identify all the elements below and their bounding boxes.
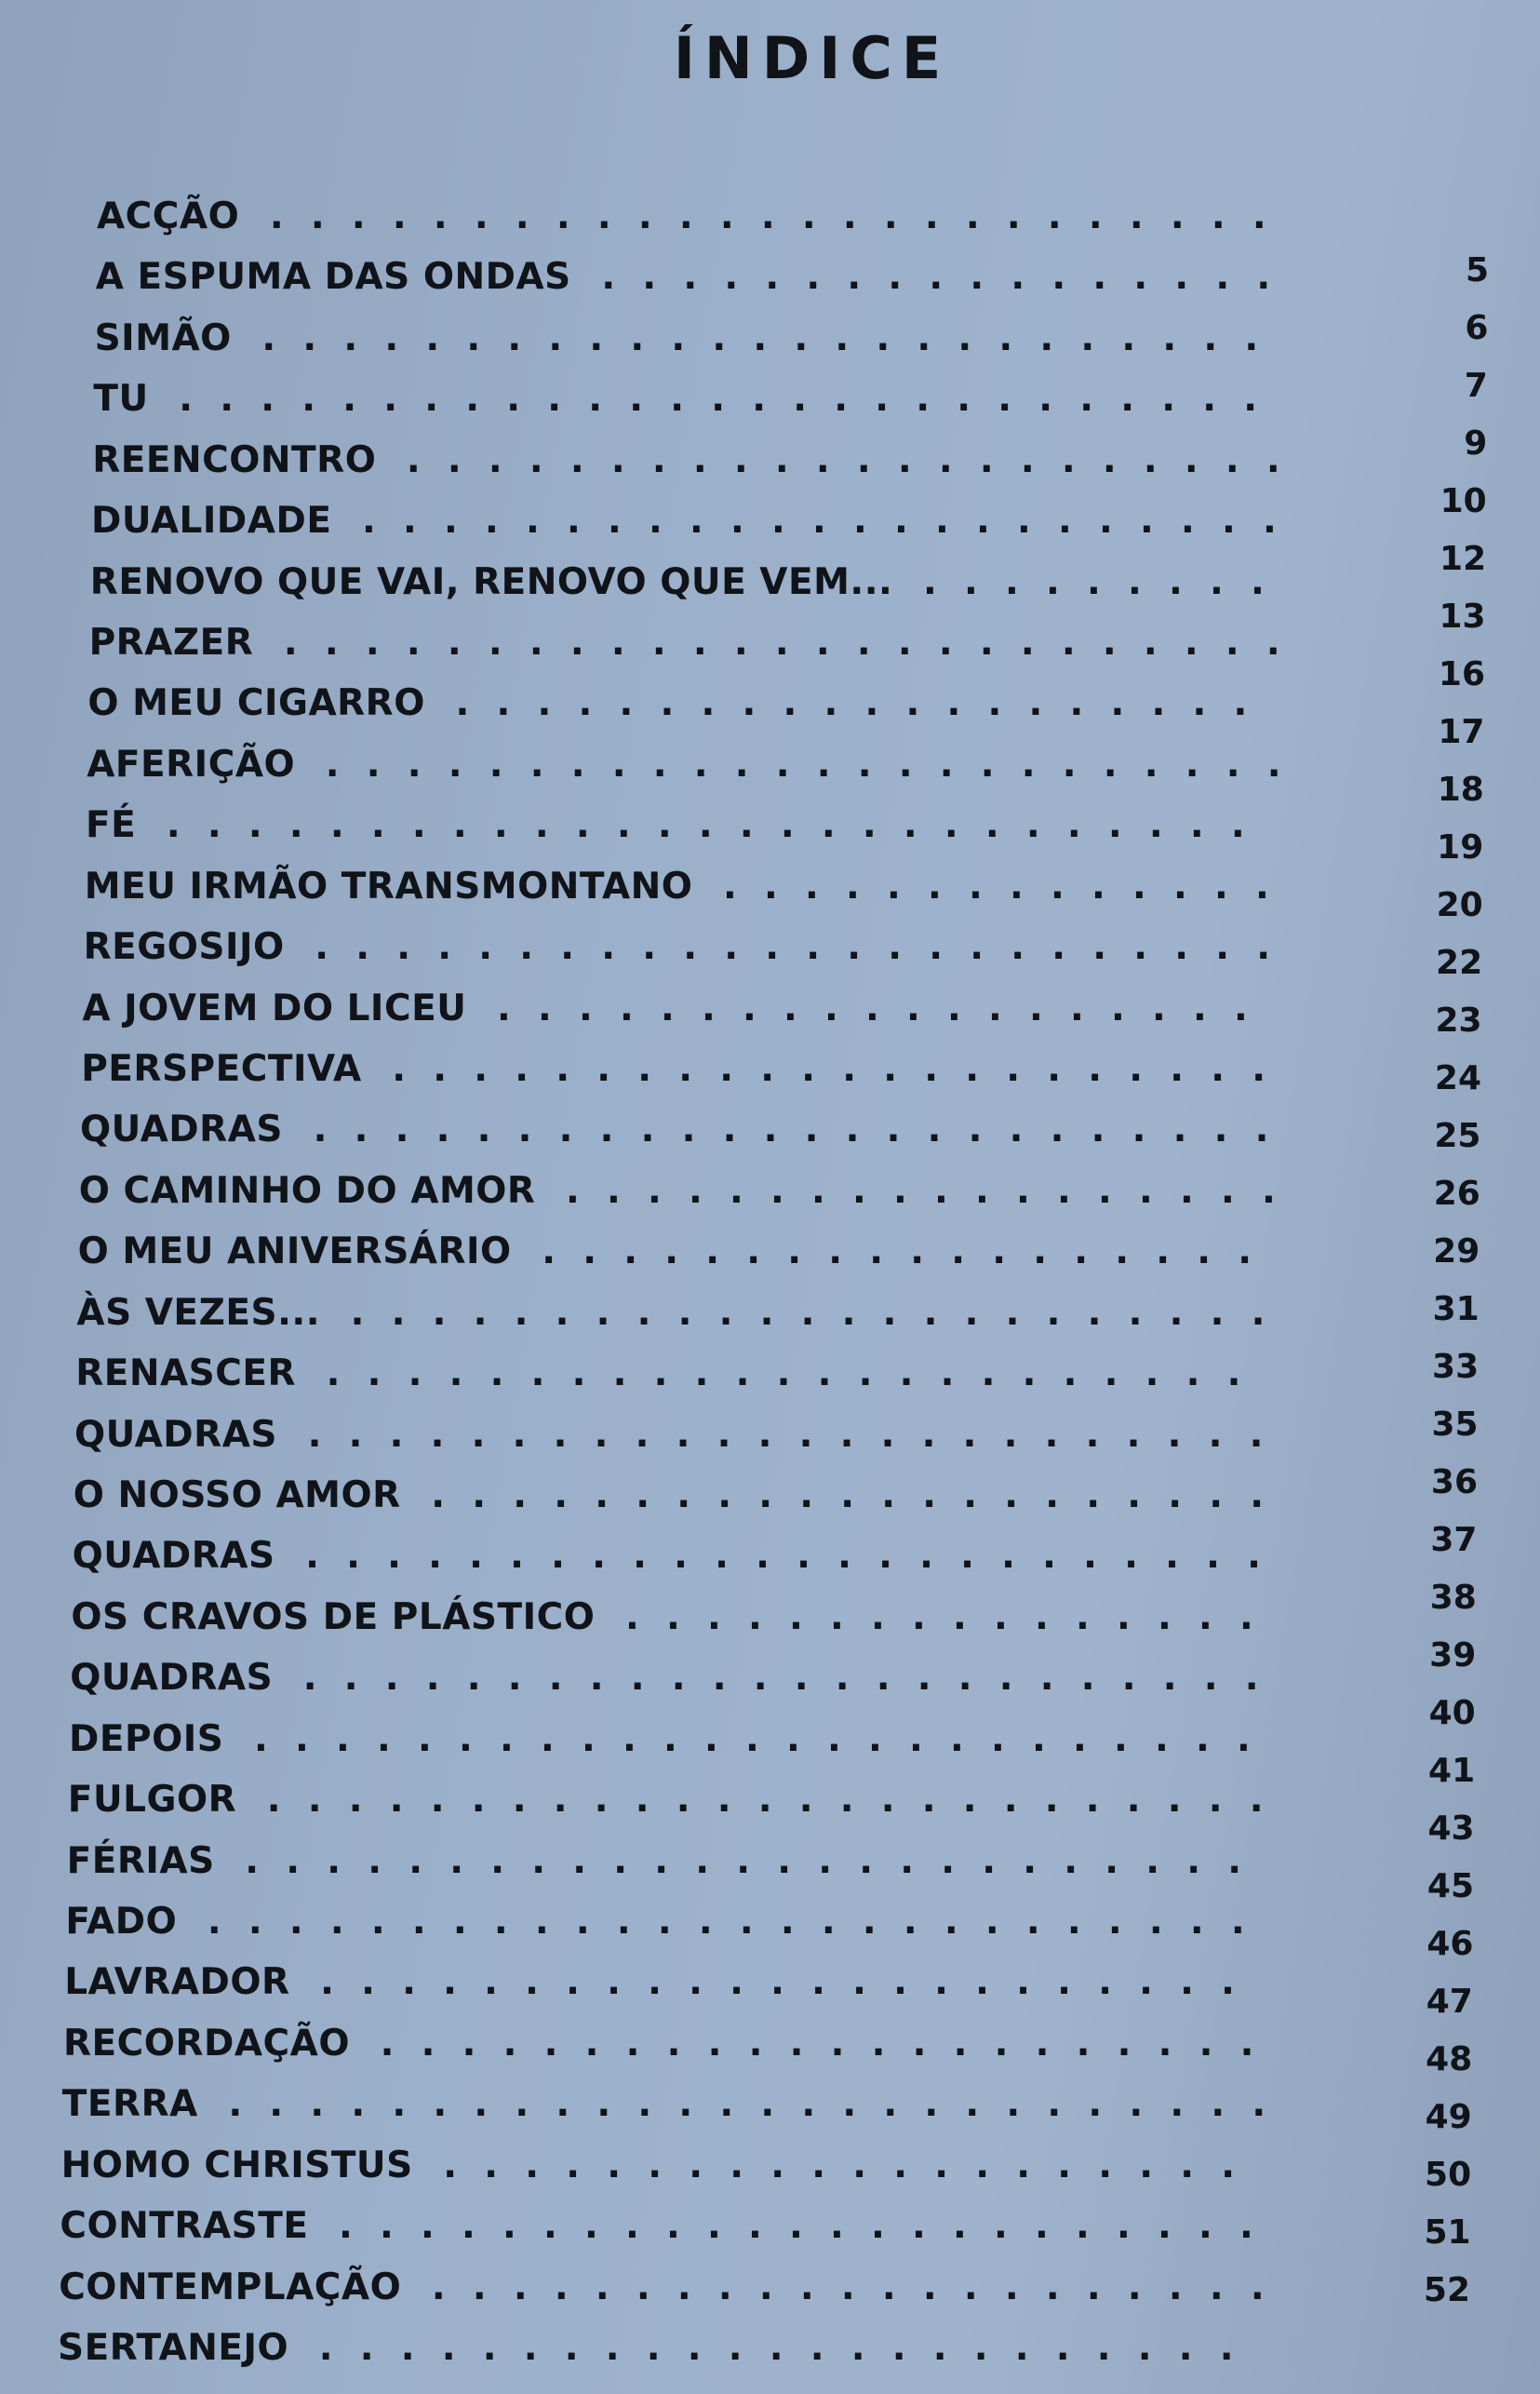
toc-page-number: 46 xyxy=(1426,1925,1474,1963)
toc-entry-title: SIMÃO xyxy=(94,316,232,359)
toc-entry-title: PERSPECTIVA xyxy=(81,1048,362,1090)
toc-page-number: 39 xyxy=(1429,1636,1477,1674)
dot-leader: . . . . . . . . . . . . . . . . . . . . . . . . . . . xyxy=(166,804,1245,847)
toc-page-number: 51 xyxy=(1424,2213,1471,2252)
toc-page-number: 47 xyxy=(1426,1983,1473,2021)
toc-page-number: 26 xyxy=(1433,1175,1480,1213)
toc-page-number: 5 xyxy=(1465,251,1489,289)
toc-page-number: 52 xyxy=(1423,2271,1470,2309)
toc-entry-title: ÀS VEZES... xyxy=(76,1291,321,1334)
toc-entry-title: RECORDAÇÃO xyxy=(63,2022,350,2064)
toc-entry-title: OS CRAVOS DE PLÁSTICO xyxy=(71,1595,596,1638)
toc-entry-title: FÉRIAS xyxy=(66,1839,215,1882)
toc-entry-title: ACÇÃO xyxy=(97,195,240,237)
dot-leader: . . . . . . . . . . . . . . . . . . . xyxy=(496,987,1248,1029)
toc-page-number: 19 xyxy=(1437,828,1484,867)
page-title: ÍNDICE xyxy=(673,24,951,92)
toc-entry-title: FULGOR xyxy=(67,1779,237,1822)
toc-page-number: 7 xyxy=(1464,367,1488,405)
toc-page-number: 33 xyxy=(1432,1348,1480,1386)
dot-leader: . . . . . . . . . . . . . . . . . . . . . . . xyxy=(362,500,1277,543)
toc-entry-title: MEU IRMÃO TRANSMONTANO xyxy=(84,865,693,908)
dot-leader: . . . . . . . . . . . . . . . . . . . . xyxy=(443,2144,1236,2186)
toc-page-number: 17 xyxy=(1438,713,1485,751)
toc-entry-title: TU xyxy=(93,378,149,421)
toc-page-number: 9 xyxy=(1464,424,1488,463)
toc-entry-title: O MEU ANIVERSÁRIO xyxy=(77,1231,512,1273)
dot-leader: . . . . . . . . . xyxy=(922,560,1265,603)
dot-leader: . . . . . . . . . . . . . . . . . . . . . . . . . xyxy=(253,1717,1251,1760)
toc-page-number: 10 xyxy=(1440,482,1487,520)
toc-page-number: 16 xyxy=(1438,655,1485,693)
dot-leader: . . . . . . . . . . . . . . . . . . . . . . xyxy=(406,438,1280,481)
dot-leader: . . . . . . . . . . . . . . xyxy=(723,865,1269,908)
toc-entry-title: AFERIÇÃO xyxy=(87,743,296,786)
toc-entry-title: DEPOIS xyxy=(69,1717,224,1760)
dot-leader: . . . . . . . . . . . . . . . . . . . . . . . . . xyxy=(283,622,1280,664)
dot-leader: . . . . . . . . . . . . . . . . . . . . . . . . . . xyxy=(207,1901,1245,1943)
toc-page-number: 41 xyxy=(1428,1752,1476,1790)
dot-leader: . . . . . . . . . . . . . . . . . . . . . xyxy=(431,1474,1265,1516)
toc-page-number: 35 xyxy=(1431,1405,1479,1444)
dot-leader: . . . . . . . . . . . . . . . . . . . . . . . xyxy=(339,2205,1253,2248)
dot-leader: . . . . . . . . . . . . . . . . . . xyxy=(542,1231,1252,1273)
dot-leader: . . . . . . . . . . . . . . . . . . . . . . . . . xyxy=(261,316,1259,359)
toc-entry-title: TERRA xyxy=(61,2083,198,2126)
toc-entry-title: DUALIDADE xyxy=(91,500,332,543)
toc-page-number: 6 xyxy=(1465,309,1489,347)
toc-page-number: 23 xyxy=(1435,1002,1482,1040)
toc-entry-title: O MEU CIGARRO xyxy=(87,682,425,725)
toc-page-number: 13 xyxy=(1439,598,1486,636)
toc-page-number: 18 xyxy=(1437,771,1484,809)
dot-leader: . . . . . . . . . . . . . . . . . xyxy=(601,256,1271,299)
toc-entry-title: QUADRAS xyxy=(74,1413,277,1456)
dot-leader: . . . . . . . . . . . . . . . . . . . . . . . . xyxy=(313,1109,1269,1151)
toc-entry-title: FÉ xyxy=(86,804,137,847)
toc-entry-title: RENASCER xyxy=(75,1352,297,1395)
dot-leader: . . . . . . . . . . . . . . . . . . . . . . xyxy=(392,1048,1266,1090)
dot-leader: . . . . . . . . . . . . . . . . . . . . . . . . xyxy=(305,1535,1261,1578)
dot-leader: . . . . . . . . . . . . . . . . . . . . xyxy=(455,682,1248,725)
dot-leader: . . . . . . . . . . . . . . . . . . . . . . . . xyxy=(307,1413,1264,1456)
toc-page-number: 20 xyxy=(1436,886,1483,924)
toc-page-number: 12 xyxy=(1440,540,1487,578)
toc-entry-title: RENOVO QUE VAI, RENOVO QUE VEM... xyxy=(89,560,893,603)
toc-entry-title: SERTANEJO xyxy=(58,2327,289,2369)
toc-entry-title: A JOVEM DO LICEU xyxy=(82,987,467,1029)
dot-leader: . . . . . . . . . . . . . . . . . . . . . . . . . xyxy=(266,1779,1264,1822)
toc-entry-title: REGOSIJO xyxy=(83,926,285,969)
toc-entry-title: REENCONTRO xyxy=(92,438,377,481)
toc-entry-title: QUADRAS xyxy=(70,1657,274,1700)
dot-leader: . . . . . . . . . . . . . . . . . . xyxy=(566,1169,1276,1212)
toc-entry-title: A ESPUMA DAS ONDAS xyxy=(95,256,571,299)
toc-entry-title: CONTRASTE xyxy=(60,2205,309,2248)
toc-page-number: 25 xyxy=(1434,1117,1481,1155)
dot-leader: . . . . . . . . . . . . . . . . . . . . . . . xyxy=(326,1352,1241,1395)
toc-entry-title: FADO xyxy=(65,1901,178,1943)
toc-page-number: 48 xyxy=(1426,2040,1473,2078)
dot-leader: . . . . . . . . . . . . . . . . . . . . . . . xyxy=(320,1961,1235,2004)
toc-page-number: 22 xyxy=(1436,944,1483,982)
toc-entry-title: LAVRADOR xyxy=(64,1961,290,2004)
toc-page-number: 43 xyxy=(1427,1809,1475,1848)
toc-entry-title: HOMO CHRISTUS xyxy=(60,2144,413,2186)
toc-page-number: 45 xyxy=(1426,1867,1474,1905)
toc-page-number: 31 xyxy=(1432,1290,1480,1328)
toc-entry-title: PRAZER xyxy=(88,622,254,664)
dot-leader: . . . . . . . . . . . . . . . . . . . . . . . . . xyxy=(245,1839,1242,1882)
dot-leader: . . . . . . . . . . . . . . . . . . . . . . . . xyxy=(302,1657,1259,1700)
dot-leader: . . . . . . . . . . . . . . . . . . . . . . . . xyxy=(325,743,1281,786)
toc-page-number: 38 xyxy=(1429,1579,1477,1617)
dot-leader: . . . . . . . . . . . . . . . . . . . . . . xyxy=(380,2022,1254,2064)
toc-page-number: 49 xyxy=(1425,2098,1472,2136)
toc-page-number: 24 xyxy=(1434,1059,1481,1097)
dot-leader: . . . . . . . . . . . . . . . . . . . . . xyxy=(431,2266,1265,2308)
toc-entry-title: QUADRAS xyxy=(80,1109,283,1151)
toc-entry-title: O NOSSO AMOR xyxy=(73,1474,401,1516)
toc-page-number: 40 xyxy=(1428,1694,1476,1732)
toc-page-number: 36 xyxy=(1430,1463,1478,1501)
dot-leader: . . . . . . . . . . . . . . . . . . . . . . . . . . xyxy=(228,2083,1266,2126)
toc-entry-title: O CAMINHO DO AMOR xyxy=(78,1169,536,1212)
toc-page-number: 29 xyxy=(1433,1232,1480,1271)
toc-page-number: 37 xyxy=(1430,1521,1478,1559)
toc-page-number: 50 xyxy=(1425,2156,1472,2194)
dot-leader: . . . . . . . . . . . . . . . . . . . . . . . xyxy=(350,1291,1265,1334)
dot-leader: . . . . . . . . . . . . . . . . . . . . . . . . xyxy=(315,926,1271,969)
toc-entry-title: QUADRAS xyxy=(72,1535,275,1578)
dot-leader: . . . . . . . . . . . . . . . . . . . . . . . . . . . xyxy=(179,378,1258,421)
dot-leader: . . . . . . . . . . . . . . . . xyxy=(624,1595,1253,1638)
dot-leader: . . . . . . . . . . . . . . . . . . . . . . . . . xyxy=(269,195,1266,237)
toc-entry-title: CONTEMPLAÇÃO xyxy=(59,2266,402,2308)
dot-leader: . . . . . . . . . . . . . . . . . . . . . . . xyxy=(318,2327,1234,2369)
